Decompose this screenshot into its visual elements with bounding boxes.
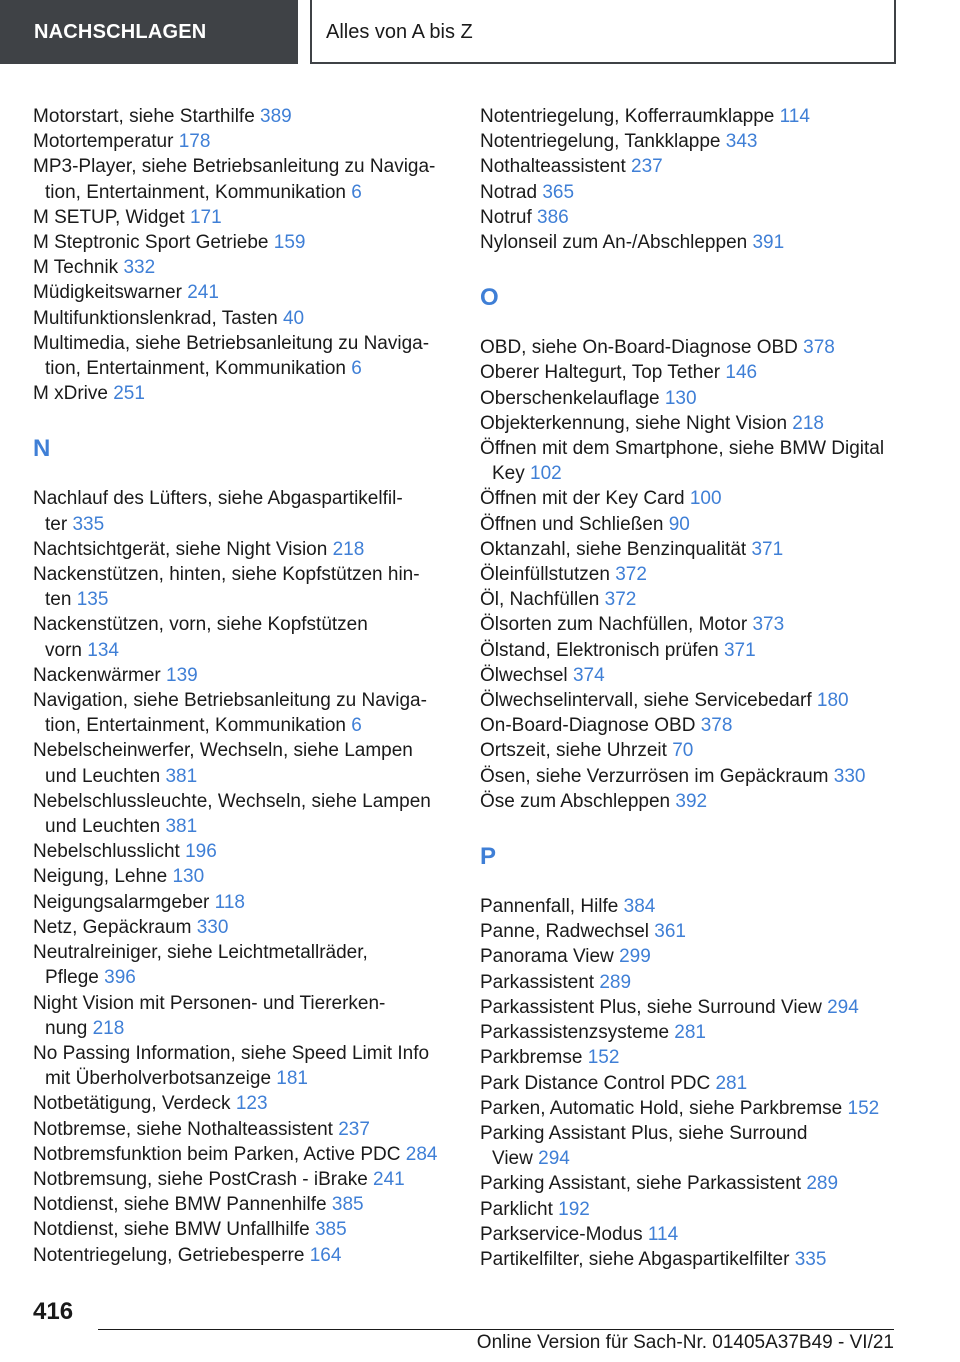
index-entry	[480, 638, 900, 663]
index-page-link[interactable]: 178	[178, 131, 211, 153]
index-entry	[480, 663, 900, 688]
index-entry	[33, 890, 453, 915]
index-entry	[33, 789, 453, 839]
index-entry	[480, 1171, 900, 1196]
index-page-link[interactable]: 135	[76, 589, 109, 611]
index-entry-text: Ölwechsel	[480, 664, 568, 686]
index-column-left	[33, 104, 453, 1268]
index-entry-text: Parkassistenzsysteme	[480, 1022, 670, 1044]
index-entry	[33, 991, 453, 1041]
index-entry	[480, 612, 900, 637]
index-page-link[interactable]: 192	[558, 1198, 590, 1220]
index-page-link[interactable]: 90	[668, 513, 690, 535]
index-page-link[interactable]: 152	[587, 1047, 620, 1069]
index-letter-heading: O	[480, 284, 499, 312]
index-entry	[33, 255, 453, 280]
index-entry-text: Ortszeit, siehe Uhrzeit	[480, 740, 667, 762]
index-entry	[33, 331, 453, 381]
index-entry-text: Neutralreiniger, siehe Leichtmetallräder, Pflege	[33, 942, 368, 989]
index-entry	[480, 995, 900, 1020]
index-entry-text: Notdienst, siehe BMW Pannenhilfe	[33, 1194, 327, 1216]
index-entry-text: Ösen, siehe Verzurrösen im Gepäckraum	[480, 765, 829, 787]
index-entry-text: Notbremse, siehe Nothalteassistent	[33, 1118, 333, 1140]
index-page-link[interactable]: 196	[185, 841, 217, 863]
index-entry-text: Nachtsichtgerät, siehe Night Vision	[33, 538, 328, 560]
index-entry-text: Neigungsalarmgeber	[33, 891, 210, 913]
index-entry-text: Notbremsfunktion beim Parken, Active PDC	[33, 1143, 401, 1165]
index-entry-text: Nebelscheinwerfer, Wechseln, siehe Lampen und Leuchten	[33, 740, 413, 787]
index-entry	[480, 335, 900, 360]
index-entry-text: Notdienst, siehe BMW Unfallhilfe	[33, 1219, 310, 1241]
index-page-link[interactable]: 6	[351, 715, 362, 737]
index-entry-text: Parklicht	[480, 1198, 553, 1220]
index-page-link[interactable]: 289	[806, 1173, 839, 1195]
index-entry-text: Oktanzahl, siehe Benzinqualität	[480, 538, 747, 560]
index-entry	[33, 104, 453, 129]
index-page-link[interactable]: 123	[235, 1093, 268, 1115]
index-entry-text: Nothalteassistent	[480, 156, 626, 178]
index-page-link[interactable]: 237	[631, 156, 663, 178]
index-page-link[interactable]: 241	[187, 282, 219, 304]
index-page-link[interactable]: 237	[338, 1118, 370, 1140]
index-entry	[480, 1071, 900, 1096]
index-page-link[interactable]: 218	[792, 412, 824, 434]
index-page-link[interactable]: 40	[282, 307, 305, 329]
index-entry-text: Neigung, Lehne	[33, 866, 168, 888]
index-page-link[interactable]: 281	[674, 1022, 706, 1044]
index-entry	[480, 970, 900, 995]
index-entry	[480, 713, 900, 738]
index-page-link[interactable]: 385	[314, 1219, 347, 1241]
index-page-link[interactable]: 251	[113, 383, 145, 405]
index-entry	[480, 129, 900, 154]
index-page-link[interactable]: 335	[794, 1248, 827, 1270]
index-entry-text: Pannenfall, Hilfe	[480, 896, 619, 918]
page-header	[0, 0, 960, 66]
index-page-link[interactable]: 385	[331, 1194, 364, 1216]
index-entry-text: Öl, Nachfüllen	[480, 589, 600, 611]
index-entry-text: Notentriegelung, Getriebesperre	[33, 1244, 305, 1266]
index-page-link[interactable]: 372	[615, 564, 647, 586]
index-entry-text: Nackenstützen, hinten, siehe Kopfstützen hin- ten	[33, 564, 420, 611]
index-page-link[interactable]: 180	[816, 690, 849, 712]
index-entry	[480, 919, 900, 944]
index-column-right	[480, 104, 900, 1272]
index-entry-text: Night Vision mit Personen- und Tiererken- nung	[33, 992, 386, 1039]
index-entry	[33, 1192, 453, 1217]
index-page-link[interactable]: 372	[604, 589, 637, 611]
index-entry-text: OBD, siehe On-Board-Diagnose OBD	[480, 337, 798, 359]
index-entry-text: Öleinfüllstutzen	[480, 564, 610, 586]
index-page-link[interactable]: 374	[572, 664, 605, 686]
index-page-link[interactable]: 164	[309, 1244, 342, 1266]
index-page-link[interactable]: 392	[675, 790, 708, 812]
index-entry	[33, 1091, 453, 1116]
index-page-link[interactable]: 130	[172, 866, 205, 888]
index-entry	[480, 1096, 900, 1121]
index-page-link[interactable]: 343	[725, 131, 758, 153]
index-page-link[interactable]: 371	[723, 639, 756, 661]
index-entry-text: Oberschenkelauflage	[480, 387, 660, 409]
index-page-link[interactable]: 294	[827, 996, 859, 1018]
index-page-link[interactable]: 6	[351, 358, 362, 380]
index-page-link[interactable]: 365	[542, 181, 575, 203]
index-entry	[480, 1222, 900, 1247]
index-entry-text: Parkassistent Plus, siehe Surround View	[480, 996, 822, 1018]
index-page-link[interactable]: 218	[332, 538, 365, 560]
index-page-link[interactable]: 386	[537, 206, 569, 228]
index-entry	[480, 1247, 900, 1272]
index-page-link[interactable]: 159	[273, 232, 306, 254]
index-entry-text: Notentriegelung, Tankklappe	[480, 131, 721, 153]
index-entry	[480, 1045, 900, 1070]
index-page-link[interactable]: 389	[260, 106, 292, 127]
index-entry	[480, 205, 900, 230]
index-entry-text: Motortemperatur	[33, 131, 174, 153]
index-entry	[480, 512, 900, 537]
index-page-link[interactable]: 114	[779, 106, 810, 127]
index-entry	[480, 1197, 900, 1222]
index-page-link[interactable]: 396	[104, 967, 136, 989]
index-entry	[480, 1020, 900, 1045]
index-entry-text: Nebelschlussleuchte, Wechseln, siehe Lampen und Leuchten	[33, 790, 431, 838]
index-entry-text: Müdigkeitswarner	[33, 282, 182, 304]
index-letter-heading: N	[33, 435, 51, 463]
index-entry-text: Notbetätigung, Verdeck	[33, 1093, 231, 1115]
index-entry	[33, 940, 453, 990]
index-page-link[interactable]: 294	[538, 1148, 570, 1170]
index-page-link[interactable]: 381	[165, 816, 198, 838]
index-entry-text: Nachlauf des Lüfters, siehe Abgaspartikelfil- ter	[33, 488, 403, 535]
index-page-link[interactable]: 378	[700, 715, 733, 737]
index-entry-text: Öffnen und Schließen	[480, 513, 664, 535]
index-page-link[interactable]: 378	[803, 337, 835, 359]
index-entry	[480, 486, 900, 511]
index-entry	[33, 129, 453, 154]
page-number: 416	[33, 1298, 74, 1325]
index-page-link[interactable]: 102	[530, 463, 562, 485]
index-entry-text: Multifunktionslenkrad, Tasten	[33, 307, 278, 329]
index-entry-text: Notruf	[480, 206, 532, 228]
index-entry	[480, 587, 900, 612]
index-page-link[interactable]: 118	[214, 891, 245, 913]
index-entry	[480, 104, 900, 129]
index-entry	[33, 1142, 453, 1167]
index-entry	[480, 360, 900, 385]
index-page-link[interactable]: 152	[847, 1097, 880, 1119]
index-entry	[33, 738, 453, 788]
index-entry-text: Nebelschlusslicht	[33, 841, 180, 863]
footer-divider	[98, 1329, 894, 1330]
index-entry	[33, 1217, 453, 1242]
index-entry	[480, 738, 900, 763]
index-entry	[480, 180, 900, 205]
index-entry-text: Öffnen mit der Key Card	[480, 488, 685, 510]
index-entry-text: Partikelfilter, siehe Abgaspartikelfilter	[480, 1248, 790, 1270]
index-page-link[interactable]: 371	[751, 538, 784, 560]
index-entry	[33, 381, 453, 406]
index-entry	[480, 1121, 900, 1171]
index-entry	[33, 1117, 453, 1142]
index-entry	[480, 789, 900, 814]
index-entry-text: Parkassistent	[480, 971, 595, 993]
index-entry	[33, 486, 453, 536]
index-page-link[interactable]: 171	[189, 206, 222, 228]
index-entry-text: On-Board-Diagnose OBD	[480, 715, 696, 737]
index-entry-text: Ölstand, Elektronisch prüfen	[480, 639, 719, 661]
index-page-link[interactable]: 330	[196, 916, 229, 938]
index-entry-text: Notbremsung, siehe PostCrash - iBrake	[33, 1168, 368, 1190]
index-entry-text: Öse zum Abschleppen	[480, 790, 671, 812]
index-entry-text: Nylonseil zum An-/Abschleppen	[480, 232, 748, 254]
index-page-link[interactable]: 218	[92, 1017, 125, 1039]
index-entry	[33, 1167, 453, 1192]
index-entry	[33, 612, 453, 662]
index-page-link[interactable]: 381	[165, 765, 198, 787]
index-entry	[33, 688, 453, 738]
index-entry-text: No Passing Information, siehe Speed Limit Info mit Überholverbotsanzeige	[33, 1042, 430, 1090]
index-entry-text: Panorama View	[480, 946, 614, 968]
index-entry-text: Objekterkennung, siehe Night Vision	[480, 412, 788, 434]
index-entry	[33, 306, 453, 331]
index-entry-text: Motorstart, siehe Starthilfe	[33, 106, 255, 127]
index-entry-text: M Technik	[33, 257, 119, 279]
index-entry	[33, 537, 453, 562]
chapter-title: Alles von A bis Z	[310, 0, 896, 64]
index-entry	[33, 663, 453, 688]
index-entry	[480, 894, 900, 919]
index-entry-text: Navigation, siehe Betriebsanleitung zu Naviga- tion, Entertainment, Kommunikation	[33, 690, 427, 737]
index-page-link[interactable]: 299	[619, 946, 651, 968]
index-page-link[interactable]: 330	[833, 765, 866, 787]
index-entry-text: Öffnen mit dem Smartphone, siehe BMW Digital Key	[480, 438, 885, 485]
index-entry	[33, 1041, 453, 1091]
index-page-link[interactable]: 335	[72, 513, 105, 535]
index-entry-text: Parken, Automatic Hold, siehe Parkbremse	[480, 1097, 843, 1119]
index-entry-text: Parkservice-Modus	[480, 1223, 643, 1245]
index-entry	[33, 205, 453, 230]
footer-version: Online Version für Sach-Nr. 01405A37B49 - VI/21	[476, 1332, 894, 1353]
index-entry-text: MP3-Player, siehe Betriebsanleitung zu Naviga- tion, Entertainment, Kommunikation	[33, 156, 436, 203]
index-entry	[33, 154, 453, 204]
index-entry-text: M Steptronic Sport Getriebe	[33, 232, 269, 254]
index-page-link[interactable]: 139	[166, 664, 198, 686]
index-entry-text: Ölsorten zum Nachfüllen, Motor	[480, 614, 748, 636]
index-entry	[480, 688, 900, 713]
index-entry-text: Parking Assistant, siehe Parkassistent	[480, 1173, 802, 1195]
index-entry-text: Nackenstützen, vorn, siehe Kopfstützen vorn	[33, 614, 368, 661]
index-entry-text: Park Distance Control PDC	[480, 1072, 711, 1094]
index-entry	[480, 411, 900, 436]
index-entry-text: Panne, Radwechsel	[480, 921, 649, 943]
index-entry	[480, 944, 900, 969]
index-page-link[interactable]: 100	[689, 488, 722, 510]
index-page-link[interactable]: 241	[373, 1168, 405, 1190]
index-page-link[interactable]: 70	[672, 740, 694, 762]
index-entry	[33, 915, 453, 940]
index-entry	[480, 436, 900, 486]
index-page-link[interactable]: 181	[276, 1068, 308, 1090]
index-page-link[interactable]: 384	[623, 896, 656, 918]
index-entry-text: Multimedia, siehe Betriebsanleitung zu Naviga- tion, Entertainment, Kommunikation	[33, 332, 430, 380]
index-page-link[interactable]: 134	[87, 639, 119, 661]
index-entry-text: Notrad	[480, 181, 538, 203]
index-entry-text: Parking Assistant Plus, siehe Surround View	[480, 1122, 808, 1170]
index-entry-text: Netz, Gepäckraum	[33, 916, 192, 938]
index-entry	[33, 864, 453, 889]
index-entry	[33, 562, 453, 612]
index-entry	[480, 230, 900, 255]
index-entry	[33, 280, 453, 305]
index-entry-text: M SETUP, Widget	[33, 206, 185, 228]
index-entry-text: Notentriegelung, Kofferraumklappe	[480, 106, 775, 127]
index-entry	[33, 1243, 453, 1268]
index-entry	[480, 154, 900, 179]
index-page-link[interactable]: 284	[405, 1143, 438, 1165]
index-entry	[33, 230, 453, 255]
index-page-link[interactable]: 130	[664, 387, 697, 409]
section-title: NACHSCHLAGEN	[0, 0, 298, 64]
index-page-link[interactable]: 332	[123, 257, 156, 279]
index-page-link[interactable]: 391	[752, 232, 785, 254]
index-entry-text: Nackenwärmer	[33, 664, 161, 686]
index-page-link[interactable]: 373	[752, 614, 785, 636]
index-entry	[480, 386, 900, 411]
index-page-link[interactable]: 6	[351, 181, 362, 203]
index-entry-text: Oberer Haltegurt, Top Tether	[480, 362, 721, 384]
index-page-link[interactable]: 146	[725, 362, 758, 384]
index-entry	[33, 839, 453, 864]
index-entry-text: Ölwechselintervall, siehe Servicebedarf	[480, 690, 812, 712]
index-page-link[interactable]: 289	[599, 971, 632, 993]
index-page-link[interactable]: 361	[654, 921, 686, 943]
index-letter-heading: P	[480, 843, 497, 871]
index-entry-text: Parkbremse	[480, 1047, 583, 1069]
index-page-link[interactable]: 114	[647, 1223, 679, 1245]
index-entry	[480, 537, 900, 562]
index-entry	[480, 562, 900, 587]
index-page-link[interactable]: 281	[715, 1072, 748, 1094]
index-entry-text: M xDrive	[33, 383, 108, 405]
index-entry	[480, 764, 900, 789]
